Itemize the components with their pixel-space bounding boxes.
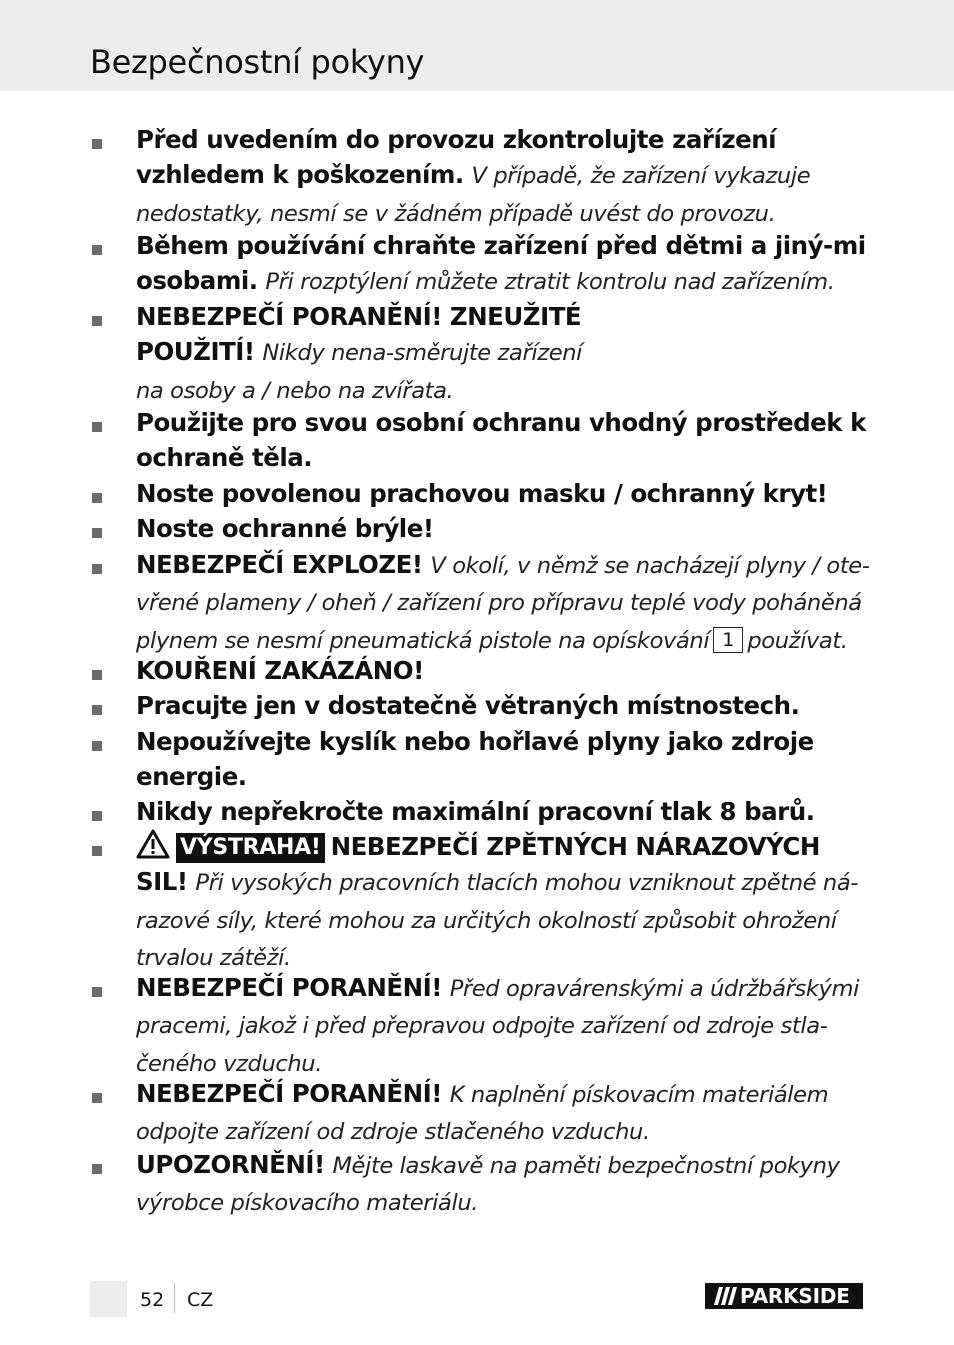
item-text: UPOZORNĚNÍ! Mějte laskavě na paměti bezpečnostní pokyny výrobce pískovacího materiálu. <box>136 1150 840 1217</box>
page-title: Bezpečnostní pokyny <box>90 43 425 81</box>
item-text: NEBEZPEČÍ EXPLOZE! V okolí, v němž se nacházejí plyny / ote-vřené plameny / oheň / zařízení pro přípravu teplé vody poháněná plynem se nesmí pneumatická pistole na opískování 1 používat. <box>136 550 870 654</box>
item-text: VÝSTRAHA! NEBEZPEČÍ ZPĚTNÝCH NÁRAZOVÝCH SIL! Při vysokých pracovních tlacích mohou vzniknout zpětné ná-razové síly, které mohou za určitých okolností způsobit ohrožení trvalou zátěží. <box>136 829 876 976</box>
item-text: Nikdy nepřekročte maximální pracovní tlak 8 barů. <box>136 797 815 826</box>
warning-triangle-icon <box>136 829 170 859</box>
bullet-icon <box>92 811 102 821</box>
item-text: NEBEZPEČÍ PORANĚNÍ! K naplnění pískovacím materiálem odpojte zařízení od zdroje stlačeného vzduchu. <box>136 1079 829 1146</box>
bullet-icon <box>92 564 102 574</box>
bullet-icon <box>92 1093 102 1103</box>
item-text: Před uvedením do provozu zkontrolujte zařízení vzhledem k poškozením. V případě, že zařízení vykazuje nedostatky, nesmí se v žádném případě uvést do provozu. <box>136 125 811 227</box>
bullet-icon <box>92 670 102 680</box>
bullet-icon <box>92 741 102 751</box>
bullet-icon <box>92 1164 102 1174</box>
language-code: CZ <box>187 1289 214 1311</box>
item-text: Noste ochranné brýle! <box>136 514 434 543</box>
bullet-icon <box>92 139 102 149</box>
bullet-icon <box>92 528 102 538</box>
parkside-logo <box>705 1283 863 1309</box>
item-text: NEBEZPEČÍ PORANĚNÍ! ZNEUŽITÉ POUŽITÍ! Nikdy nena-směrujte zařízení na osoby a / nebo na zvířata. <box>136 302 582 404</box>
footer-marker <box>90 1281 127 1317</box>
bullet-icon <box>92 422 102 432</box>
footer-divider <box>174 1283 175 1313</box>
bullet-icon <box>92 987 102 997</box>
item-text: Použijte pro svou osobní ochranu vhodný prostředek k ochraně těla. <box>136 408 866 473</box>
bullet-icon <box>92 705 102 715</box>
figure-reference: 1 <box>713 627 743 653</box>
item-text: NEBEZPEČÍ PORANĚNÍ! Před opravárenskými a údržbářskými pracemi, jakož i před přepravou odpojte zařízení od zdroje stla-čeného vzduchu. <box>136 973 859 1077</box>
item-text: KOUŘENÍ ZAKÁZÁNO! <box>136 656 424 685</box>
item-text: Nepoužívejte kyslík nebo hořlavé plyny jako zdroje energie. <box>136 727 814 792</box>
item-text: Pracujte jen v dostatečně větraných místnostech. <box>136 691 800 720</box>
warning-label: VÝSTRAHA! <box>176 833 325 863</box>
bullet-icon <box>92 493 102 503</box>
bullet-icon <box>92 846 102 856</box>
bullet-icon <box>92 245 102 255</box>
brand-name: PARKSIDE <box>740 1284 850 1308</box>
item-text: Během používání chraňte zařízení před dětmi a jiný-mi osobami. Při rozptýlení můžete ztratit kontrolu nad zařízením. <box>136 231 866 296</box>
item-text: Noste povolenou prachovou masku / ochranný kryt! <box>136 479 828 508</box>
page-number: 52 <box>140 1289 165 1311</box>
bullet-icon <box>92 316 102 326</box>
logo-stripes-icon <box>710 1287 738 1305</box>
